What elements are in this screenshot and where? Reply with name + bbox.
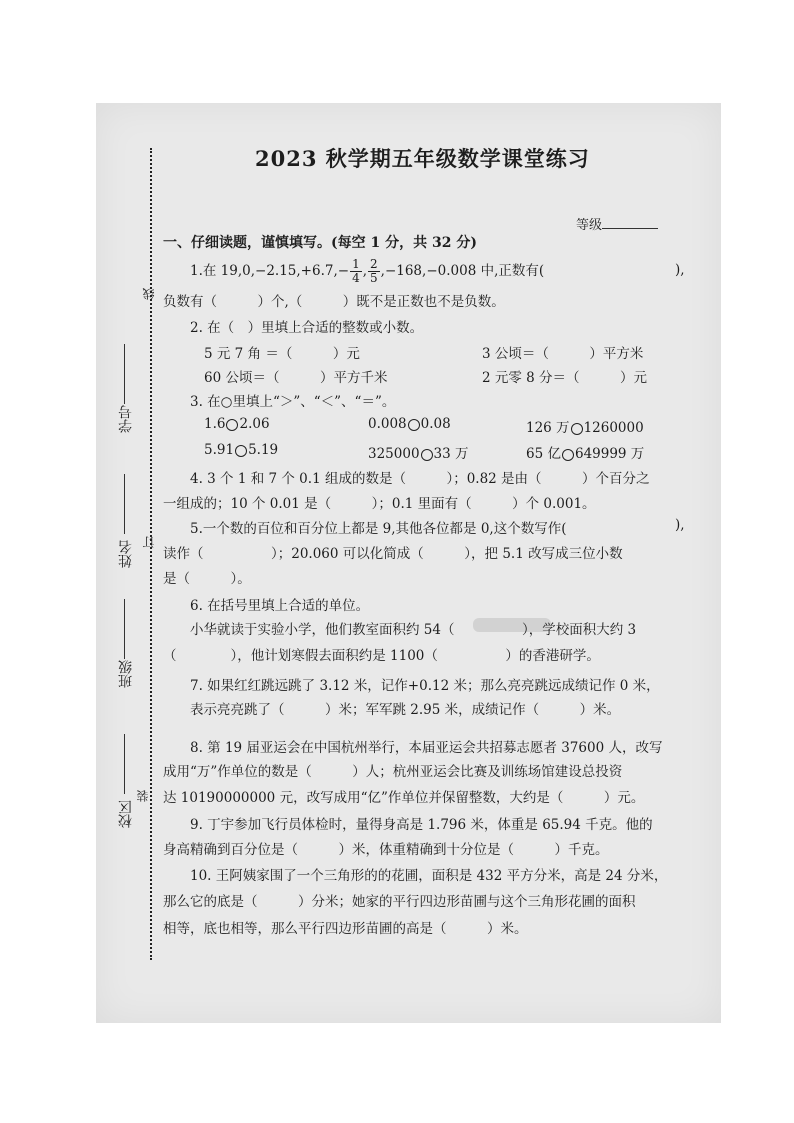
- q10-line2: 那么它的底是（ ）分米；她家的平行四边形苗圃与这个三角形花圃的面积: [163, 894, 636, 910]
- binding-dotted-line: [150, 148, 152, 960]
- q2-item-d: 2 元零 8 分＝（ ）元: [482, 370, 648, 386]
- fraction-one-quarter: $\frac{1}{4}$: [352, 257, 360, 285]
- q2-item-a: 5 元 7 角 ＝（ ）元: [204, 346, 360, 362]
- grade-label: 等级: [576, 218, 603, 233]
- q5-line2: 读作（ ）；20.060 可以化简成（ ），把 5.1 改写成三位小数: [163, 546, 623, 562]
- q1-line2: 负数有（ ）个,（ ）既不是正数也不是负数。: [163, 294, 505, 310]
- class-field[interactable]: [124, 599, 125, 659]
- binding-label-zhuang: 装: [136, 790, 150, 802]
- compare-item: 325000 33 万: [368, 446, 469, 462]
- campus-label: 校区: [118, 800, 134, 828]
- q6-line1: 小华就读于实验小学，他们教室面积约 54（ ），学校面积大约 3: [190, 622, 637, 638]
- q5-line3: 是（ ）。: [163, 571, 251, 587]
- q5-line1-end: ),: [675, 517, 685, 533]
- binding-label-ding: 订: [142, 536, 156, 548]
- q9-line1: 9. 丁宇参加飞行员体检时，量得身高是 1.796 米，体重是 65.94 千克。他的: [190, 817, 653, 833]
- q1-line1: 1.在 19,0,−2.15,+6.7,− $\frac{1}{4}$ , $\frac{2}{5}$ ,−168,−0.008 中,正数有(: [190, 257, 545, 285]
- q9-line2: 身高精确到百分位是（ ）米，体重精确到十分位是（ ）千克。: [163, 842, 609, 858]
- grade-blank[interactable]: [602, 216, 658, 229]
- compare-item: 1.6 2.06: [204, 416, 270, 432]
- student-name-field[interactable]: [124, 474, 125, 534]
- compare-item: 65 亿 649999 万: [526, 446, 645, 462]
- q10-line3: 相等，底也相等，那么平行四边形苗圃的高是（ ）米。: [163, 921, 528, 937]
- page-title: 2023 秋学期五年级数学课堂练习: [255, 146, 590, 171]
- student-id-label: 学号: [118, 405, 134, 433]
- q4-line1: 4. 3 个 1 和 7 个 0.1 组成的数是（ ）；0.82 是由（ ）个百分之: [190, 471, 650, 487]
- compare-circle[interactable]: [571, 423, 583, 435]
- q2-item-b: 3 公顷＝（ ）平方米: [482, 346, 644, 362]
- compare-circle[interactable]: [562, 449, 574, 461]
- section-heading: 一、仔细读题，谨慎填写。(每空 1 分，共 32 分): [163, 235, 477, 251]
- grade-field[interactable]: [576, 214, 658, 233]
- compare-circle[interactable]: [235, 445, 247, 457]
- q2-item-c: 60 公顷＝（ ）平方千米: [204, 370, 388, 386]
- q10-line1: 10. 王阿姨家围了一个三角形的的花圃，面积是 432 平方分米，高是 24 分米，: [190, 868, 668, 884]
- compare-item: 0.008 0.08: [368, 416, 451, 432]
- q6-line2: （ ），他计划寒假去面积约是 1100（ ）的香港研学。: [163, 648, 600, 664]
- q3-heading: 3. 在○里填上“＞”、“＜”、“＝”。: [190, 394, 396, 410]
- student-name-label: 姓名: [118, 540, 134, 568]
- compare-circle[interactable]: [226, 419, 238, 431]
- q2-heading: 2. 在（ ）里填上合适的整数或小数。: [190, 320, 424, 336]
- campus-field[interactable]: [124, 734, 125, 794]
- compare-item: 126 万 1260000: [526, 420, 644, 436]
- compare-circle[interactable]: [408, 419, 420, 431]
- q7-line2: 表示亮亮跳了（ ）米；军军跳 2.95 米，成绩记作（ ）米。: [190, 702, 621, 718]
- q8-line2: 成用“万”作单位的数是（ ）人；杭州亚运会比赛及训练场馆建设总投资: [163, 764, 623, 780]
- q6-heading: 6. 在括号里填上合适的单位。: [190, 598, 370, 614]
- q5-line1: 5.一个数的百位和百分位上都是 9,其他各位都是 0,这个数写作(: [190, 521, 567, 537]
- student-id-field[interactable]: [124, 344, 125, 404]
- q4-line2: 一组成的；10 个 0.01 是（ ）；0.1 里面有（ ）个 0.001。: [163, 496, 596, 512]
- q8-line1: 8. 第 19 届亚运会在中国杭州举行，本届亚运会共招募志愿者 37600 人，改写: [190, 740, 663, 756]
- compare-item: 5.91 5.19: [204, 442, 279, 458]
- fraction-two-fifths: $\frac{2}{5}$: [370, 257, 378, 285]
- q7-line1: 7. 如果红红跳远跳了 3.12 米，记作+0.12 米；那么亮亮跳远成绩记作 0 米，: [190, 678, 660, 694]
- q8-line3: 达 10190000000 元，改写成用“亿”作单位并保留整数，大约是（ ）元。: [163, 790, 645, 806]
- q1-line1-end: ),: [675, 262, 685, 278]
- compare-circle[interactable]: [421, 449, 433, 461]
- binding-label-xian: 线: [142, 288, 156, 300]
- class-label: 班级: [118, 660, 134, 688]
